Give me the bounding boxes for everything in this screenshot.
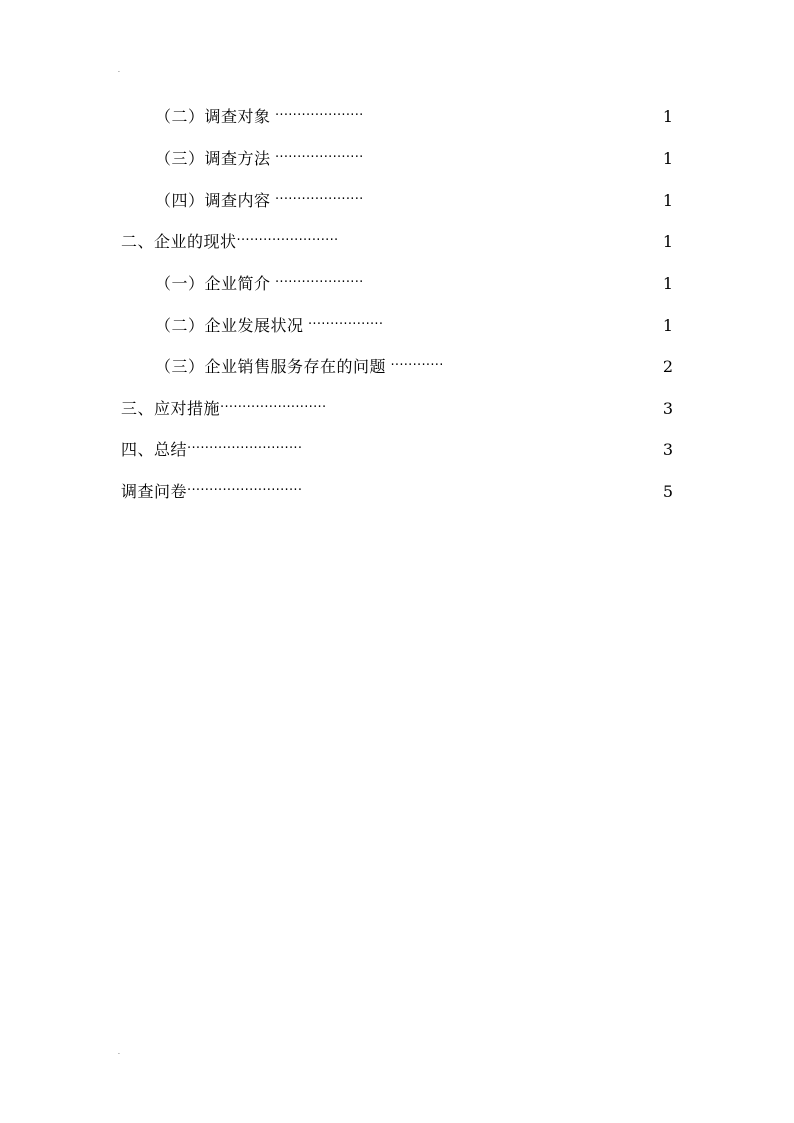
toc-entry[interactable] [0,435,794,465]
toc-entry-title: （二）调查对象 ···················· [155,107,364,126]
toc-dot-leader: ·························· [187,441,303,456]
toc-page-number: 1 [662,107,673,126]
toc-page-number: 2 [662,357,673,376]
toc-entry[interactable] [0,227,794,257]
toc-entry-title: （四）调查内容 ···················· [155,191,364,210]
toc-dot-leader: ·························· [187,483,303,498]
toc-entry-title: （三）企业销售服务存在的问题 ············ [155,357,444,376]
toc-dot-leader: ············ [386,358,444,373]
toc-page-number: 3 [662,440,673,459]
toc-entry[interactable] [0,394,794,424]
toc-entry-title: （二）企业发展状况 ················· [155,316,384,335]
toc-page-number: 3 [662,399,673,418]
toc-entry-title: （三）调查方法 ···················· [155,149,364,168]
toc-entry-title: 二、企业的现状······················· [121,232,339,251]
toc-page-number: 1 [662,274,673,293]
toc-entry-title: 四、总结·························· [121,440,303,459]
toc-dot-leader: ···················· [270,192,364,207]
toc-entry-title: 调查问卷·························· [121,482,303,501]
toc-page-number: 1 [662,191,673,210]
toc-entry-title: （一）企业简介 ···················· [155,274,364,293]
page-corner-mark-bottom: . [118,1049,120,1056]
toc-entry[interactable] [0,102,794,132]
toc-page-number: 1 [662,316,673,335]
toc-page-number: 1 [662,149,673,168]
toc-entry[interactable] [0,144,794,174]
toc-page-number: 1 [662,232,673,251]
toc-entry[interactable] [0,269,794,299]
toc-entry[interactable] [0,311,794,341]
toc-dot-leader: ···················· [270,275,364,290]
toc-page-number: 5 [662,482,673,501]
toc-entry-title: 三、应对措施························ [121,399,327,418]
toc-entry[interactable] [0,186,794,216]
toc-dot-leader: ···················· [270,150,364,165]
toc-entry[interactable] [0,352,794,382]
toc-dot-leader: ················· [303,317,384,332]
toc-dot-leader: ······················· [236,233,339,248]
toc-dot-leader: ························ [220,400,327,415]
toc-entry[interactable] [0,477,794,507]
page-corner-mark-top: . [118,67,120,74]
toc-dot-leader: ···················· [270,108,364,123]
